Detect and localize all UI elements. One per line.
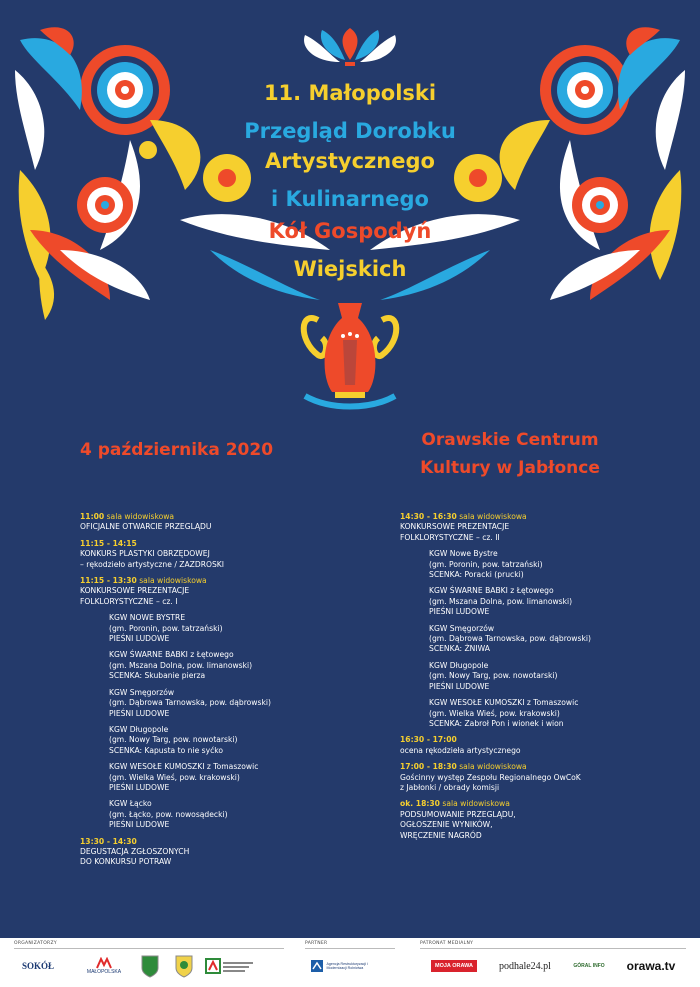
right-flower-icon: [572, 177, 628, 233]
entry-time: 14:30 - 16:30: [400, 512, 457, 521]
group-entry: [109, 613, 350, 644]
title-line-5: Kół Gospodyń: [268, 219, 432, 243]
media-label: PATRONAT MEDIALNY: [420, 941, 474, 946]
partner-label-text: Agencja Restrukturyzacji i Modernizacji Rolnictwa: [326, 961, 368, 970]
entry-time: ok. 18:30: [400, 799, 440, 809]
group-name: KGW Łącko: [109, 799, 152, 809]
title-line-6: Wiejskich: [293, 257, 407, 281]
entry-room: sala widowiskowa: [459, 762, 527, 772]
event-venue: [380, 426, 640, 482]
event-date: 4 października 2020: [80, 440, 274, 460]
entry-text: KONKURS PLASTYKI OBRZĘDOWEJ: [80, 549, 210, 559]
entry-text: z Jabłonki / obrady komisji: [400, 782, 500, 792]
title-line-4: i Kulinarnego: [271, 187, 429, 211]
title-line-2: Przegląd Dorobku: [244, 119, 456, 143]
entry-text: FOLKLORYSTYCZNE – cz. I: [80, 596, 178, 606]
entry-text: ocena rękodzieła artystycznego: [400, 745, 521, 755]
entry-time: 13:30 - 14:30: [80, 836, 137, 846]
schedule-entry: [80, 539, 350, 570]
group-entry: [429, 661, 680, 692]
venue-line-1: Orawskie Centrum: [421, 430, 599, 450]
malopolska-label: MAŁOPOLSKA: [86, 969, 122, 975]
group-entry: [109, 688, 350, 719]
group-name: KGW WESOŁE KUMOSZKI z Tomaszowic: [109, 762, 259, 772]
partner-label: PARTNER: [305, 941, 328, 946]
group-performance: PIEŚNI LUDOWE: [109, 782, 170, 792]
group-location: (gm. Mszana Dolna, pow. limanowski): [429, 596, 573, 606]
partner-logo[interactable]: [308, 952, 378, 980]
divider: [305, 948, 395, 949]
schedule-entry: [400, 799, 680, 841]
group-location: (gm. Dąbrowa Tarnowska, pow. dąbrowski): [109, 698, 271, 708]
schedule-entry: [80, 512, 350, 533]
group-location: (gm. Łącko, pow. nowosądecki): [109, 809, 228, 819]
schedule-entry: [80, 837, 350, 868]
orawa-tv-logo[interactable]: orawa.tv: [626, 959, 676, 973]
group-performance: SCENKA: Kapusta to nie syćko: [109, 745, 224, 755]
group-name: KGW ŚWARNE BABKI z Łętowego: [109, 650, 234, 660]
group-location: (gm. Poronin, pow. tatrzański): [109, 623, 223, 633]
entry-text: DO KONKURSU POTRAW: [80, 857, 172, 867]
group-performance: SCENKA: Skubanie pierza: [109, 671, 206, 681]
entry-text: FOLKLORYSTYCZNE – cz. II: [400, 532, 500, 542]
group-location: (gm. Mszana Dolna, pow. limanowski): [109, 660, 253, 670]
entry-room: sala widowiskowa: [106, 512, 175, 521]
entry-time: 11:15 - 13:30: [80, 576, 137, 586]
top-center-motif-icon: [304, 28, 396, 66]
entry-time: 16:30 - 17:00: [400, 735, 457, 745]
group-entry: [109, 799, 350, 830]
group-entry: [429, 698, 680, 729]
entry-time: 11:15 - 14:15: [80, 538, 137, 548]
agency-mark-icon: [310, 959, 324, 973]
group-performance: PIEŚNI LUDOWE: [109, 634, 170, 644]
group-performance: PIEŚNI LUDOWE: [429, 607, 490, 617]
group-performance: SCENKA: Poracki (prucki): [429, 570, 524, 580]
group-name: KGW Smęgorzów: [429, 623, 495, 633]
group-location: (gm. Nowy Targ, pow. nowotarski): [429, 671, 558, 681]
group-entry: [109, 762, 350, 793]
entry-text: PODSUMOWANIE PRZEGLĄDU,: [400, 809, 516, 819]
vase-icon: [304, 303, 397, 407]
entry-text: KONKURSOWE PREZENTACJE: [400, 522, 510, 532]
group-entry: [109, 725, 350, 756]
sokol-logo[interactable]: SOKÓŁ: [21, 961, 54, 971]
group-location: (gm. Wielka Wieś, pow. krakowski): [109, 772, 240, 782]
group-performance: SCENKA: ŻNIWA: [429, 644, 490, 654]
group-entry: [429, 549, 680, 580]
group-entry: [109, 650, 350, 681]
entry-text: OFICJALNE OTWARCIE PRZEGLĄDU: [80, 522, 212, 532]
entry-room: sala widowiskowa: [139, 576, 207, 586]
group-name: KGW Długopole: [109, 724, 169, 734]
group-performance: PIEŚNI LUDOWE: [109, 708, 170, 718]
goral-info-logo[interactable]: GÓRAL INFO: [573, 963, 605, 969]
crest-logo-1[interactable]: [138, 952, 162, 980]
schedule-entry: [400, 512, 680, 543]
schedule-entry: [80, 576, 350, 607]
malopolska-logo[interactable]: [80, 952, 128, 980]
entry-time: 11:00: [80, 512, 105, 521]
entry-text: KONKURSOWE PREZENTACJE: [80, 586, 190, 596]
venue-line-2: Kultury w Jabłonce: [420, 458, 600, 478]
group-performance: PIEŚNI LUDOWE: [109, 820, 170, 830]
right-rosette-icon: [540, 45, 630, 135]
group-location: (gm. Dąbrowa Tarnowska, pow. dąbrowski): [429, 634, 591, 644]
entry-room: sala widowiskowa: [442, 799, 510, 809]
group-name: KGW WESOŁE KUMOSZKI z Tomaszowic: [429, 698, 579, 708]
entry-room: sala widowiskowa: [459, 512, 527, 521]
group-entry: [429, 624, 680, 655]
entry-text: WRĘCZENIE NAGRÓD: [400, 830, 482, 840]
group-name: KGW ŚWARNE BABKI z Łętowego: [429, 586, 554, 596]
group-entry: [429, 586, 680, 617]
crest-icon: [141, 954, 159, 978]
association-logo[interactable]: [205, 952, 255, 980]
footer: [0, 938, 700, 987]
schedule-left: [80, 512, 350, 874]
moja-orawa-logo[interactable]: [428, 952, 480, 980]
entry-text: DEGUSTACJA ZGŁOSZONYCH: [80, 846, 190, 856]
schedule-entry: [400, 735, 680, 756]
entry-text: – rękodzieło artystyczne / ZAZDROSKI: [80, 559, 225, 569]
schedule-entry: [400, 762, 680, 793]
schedule-right: [400, 512, 680, 847]
group-name: KGW NOWE BYSTRE: [109, 613, 186, 623]
association-mark-icon: [205, 956, 255, 976]
podhale24-logo[interactable]: podhale24.pl: [499, 960, 551, 972]
group-name: KGW Nowe Bystre: [429, 549, 498, 559]
crest-icon: [175, 954, 193, 978]
entry-text: Gościnny występ Zespołu Regionalnego OwCoK: [400, 772, 581, 782]
organizers-label: ORGANIZATORZY: [14, 941, 57, 946]
crest-logo-2[interactable]: [172, 952, 196, 980]
entry-text: OGŁOSZENIE WYNIKÓW,: [400, 820, 493, 830]
moja-orawa-label: MOJA ORAWA: [431, 960, 477, 972]
divider: [420, 948, 686, 949]
title-line-1: 11. Małopolski: [263, 81, 437, 105]
group-performance: PIEŚNI LUDOWE: [429, 681, 490, 691]
entry-time: 17:00 - 18:30: [400, 762, 457, 772]
group-location: (gm. Wielka Wieś, pow. krakowski): [429, 708, 560, 718]
title-line-3: Artystycznego: [265, 149, 435, 173]
malopolska-mark-icon: [96, 957, 112, 969]
group-name: KGW Smęgorzów: [109, 687, 175, 697]
group-name: KGW Długopole: [429, 660, 489, 670]
left-flower-icon: [77, 141, 157, 233]
divider: [14, 948, 284, 949]
group-location: (gm. Nowy Targ, pow. nowotarski): [109, 735, 238, 745]
group-location: (gm. Poronin, pow. tatrzański): [429, 559, 543, 569]
group-performance: SCENKA: Zabroł Pon i wionek i wion: [429, 718, 564, 728]
